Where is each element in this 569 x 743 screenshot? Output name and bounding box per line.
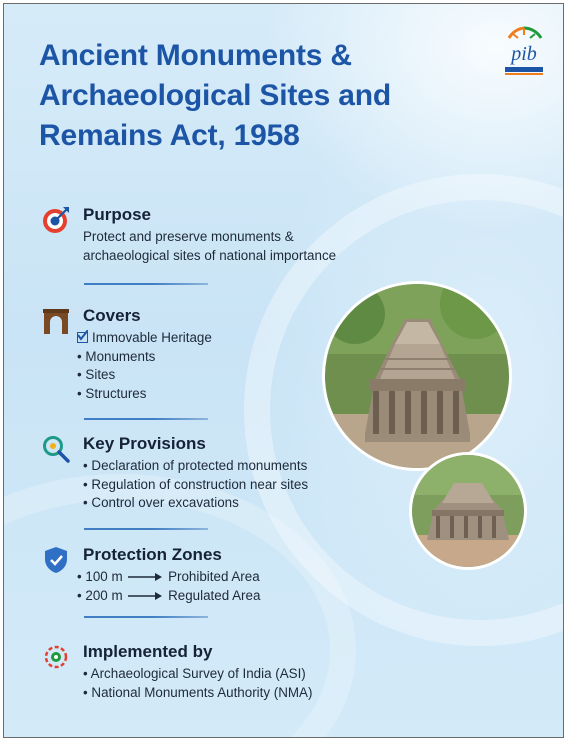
section-implemented-by [41,642,361,707]
provision-item: • Control over excavations [83,495,239,510]
purpose-line: archaeological sites of national importance [83,247,337,263]
zone-distance: • 200 m [77,587,123,603]
target-icon [41,205,71,235]
zone-label: Regulated Area [168,587,261,603]
zone-distance: • 100 m [77,569,123,584]
section-text [77,568,260,605]
section-title: Protection Zones [83,545,222,564]
page-title: Ancient Monuments & Archaeological Sites and Remains Act, 1958 [39,39,391,152]
section-protection-zones [41,545,301,610]
arrow-right-icon [127,591,163,601]
provision-item: • Declaration of protected monuments [83,458,308,473]
pib-logo [499,22,549,80]
section-covers [41,306,301,406]
section-text [83,457,308,513]
magnifier-key-icon [41,434,71,464]
arrow-right-icon [127,572,163,582]
covers-heading [77,329,212,348]
section-key-provisions [41,434,341,519]
covers-heading-label: Immovable Heritage [92,330,212,345]
implementer-item: • National Monuments Authority (NMA) [83,684,313,700]
section-divider [84,283,208,285]
section-title: Implemented by [83,642,213,661]
covers-item: • Sites [77,367,116,382]
section-text [83,228,336,265]
checkbox-icon [77,332,88,343]
zone-label: Prohibited Area [168,569,260,584]
purpose-line: Protect and preserve monuments & [83,229,294,244]
section-divider [84,418,208,420]
shield-check-icon [41,545,71,575]
provision-item: • Regulation of construction near sites [83,476,309,492]
arch-gateway-icon [41,306,71,336]
svg-text:pib: pib [511,43,537,65]
section-title: Purpose [83,205,152,224]
poster [3,3,564,738]
section-text [77,329,212,403]
section-purpose [41,205,401,275]
section-text [83,665,312,702]
temple-photo-small [409,452,527,570]
implementer-item: • Archaeological Survey of India (ASI) [83,666,306,681]
covers-item: • Structures [77,385,147,401]
section-title: Covers [83,306,141,325]
zone-row [77,587,260,606]
zone-row [77,568,260,587]
covers-item: • Monuments [77,348,156,364]
section-title: Key Provisions [83,434,206,453]
section-divider [84,616,208,618]
temple-photo-large [322,281,512,471]
emblem-icon [41,642,71,672]
section-divider [84,528,208,530]
